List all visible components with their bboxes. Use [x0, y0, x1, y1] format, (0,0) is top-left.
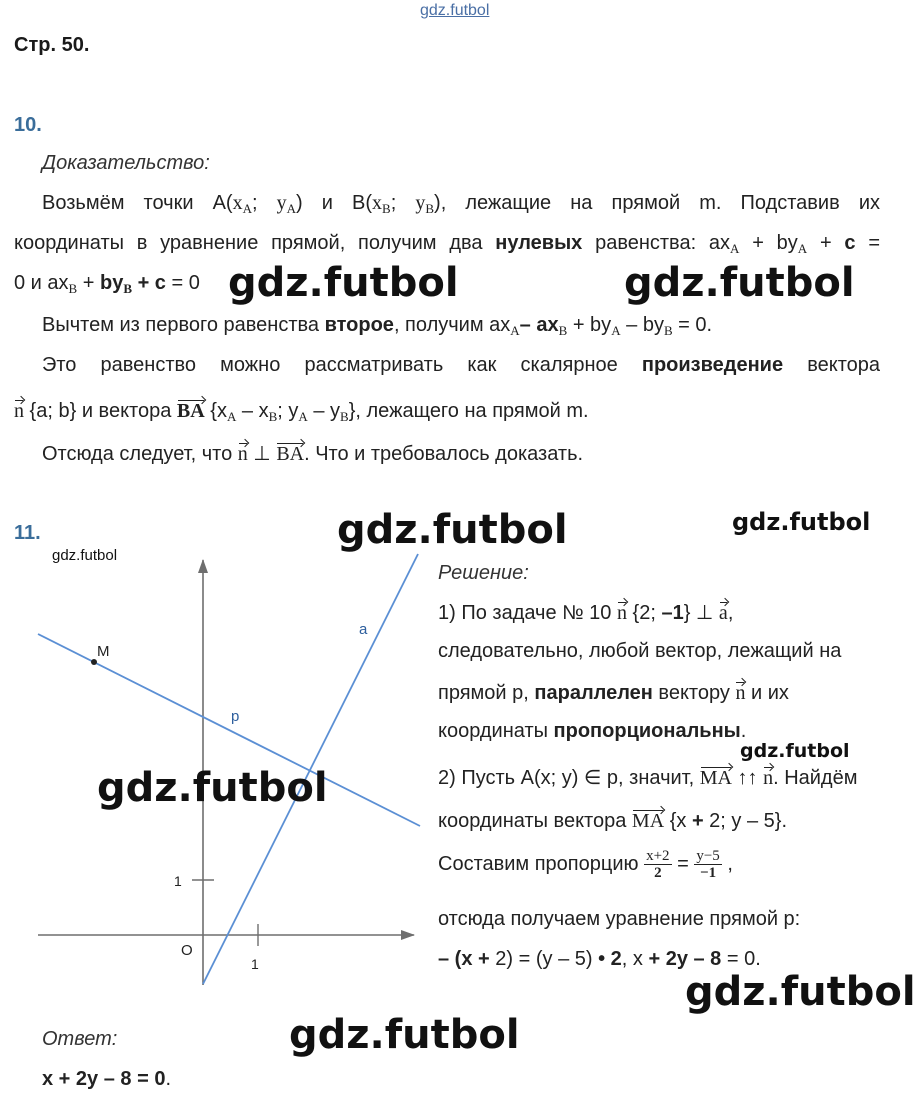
task-10-line-6: n {a; b} и вектора BA {$x_A - x_B$; $y_A - y_B$}, лежащего на прямой m. [14, 400, 589, 424]
solution-line-4: координаты пропорциональны. [438, 720, 747, 742]
proof-label: Доказательство: [42, 152, 210, 174]
solution-line-6: координаты вектора MA {x + 2; y – 5}. [438, 810, 788, 832]
fraction-1: $\frac{x+2}{2}$ [646, 848, 670, 881]
task-10-line-1: Возьмём точки $A(x_A$; $y_A$) и $B(x_B$; $y_B$), лежащие на прямой m. Подставив их [42, 192, 880, 216]
task-10-line-4: Вычтем из первого равенства второе, получим $ax_A-$ $ax_B + by_A - by_B = 0$. [42, 314, 713, 338]
task-10-number: 10. [14, 114, 42, 136]
watermark-6: gdz.futbol [97, 765, 328, 811]
label-x-tick: 1 [251, 956, 259, 972]
watermark-5: gdz.futbol [740, 740, 850, 762]
label-M: M [97, 643, 110, 660]
watermark-2: gdz.futbol [624, 260, 855, 306]
label-p: p [231, 708, 240, 725]
label-a: a [359, 621, 368, 638]
answer-value: x + 2y – 8 = 0. [42, 1068, 171, 1090]
watermark-7: gdz.futbol [685, 969, 916, 1015]
solution-line-1: 1) По задаче № 10 n {2; –1} ⊥ a, [438, 602, 734, 624]
graph-watermark: gdz.futbol [52, 547, 118, 564]
task-10-line-5: Это равенство можно рассматривать как скалярное произведение вектора [42, 354, 881, 376]
solution-line-8: отсюда получаем уравнение прямой p: [438, 908, 801, 930]
watermark-8: gdz.futbol [289, 1012, 520, 1058]
label-y-tick: 1 [174, 873, 182, 889]
solution-line-5: 2) Пусть A(x; y) ∈ p, значит, MA ↑↑ n. Найдём [438, 767, 858, 789]
task-11-number: 11. [14, 522, 41, 544]
page-label: Стр. 50. [14, 34, 90, 56]
solution-label: Решение: [438, 562, 529, 584]
solution-line-2: следовательно, любой вектор, лежащий на [438, 640, 842, 662]
answer-label: Ответ: [42, 1028, 118, 1050]
watermark-1: gdz.futbol [228, 260, 459, 306]
fraction-2: $\frac{y-5}{-1}$ [696, 848, 720, 881]
watermark-4: gdz.futbol [732, 508, 871, 536]
top-watermark: gdz.futbol [420, 2, 490, 19]
solution-line-3: прямой p, параллелен вектору n и их [438, 682, 789, 704]
task-10-line-3: 0 и $ax_B + by_B + c = 0$ [14, 272, 200, 296]
solution-line-7: Составим пропорцию $\frac{x+2}{2}$ = $\frac{y-5}{-1}$ , [438, 848, 733, 881]
label-origin: O [181, 942, 193, 959]
task-10-line-2: координаты в уравнение прямой, получим два нулевых равенства: $ax_A + by_A + c$ = [14, 232, 880, 256]
solution-line-9: – (x + 2) = (y – 5) • 2, x + 2y – 8 = 0. [438, 948, 761, 970]
task-10-line-7: Отсюда следует, что n ⊥ BA. Что и требовалось доказать. [42, 443, 584, 465]
watermark-3: gdz.futbol [337, 507, 568, 553]
